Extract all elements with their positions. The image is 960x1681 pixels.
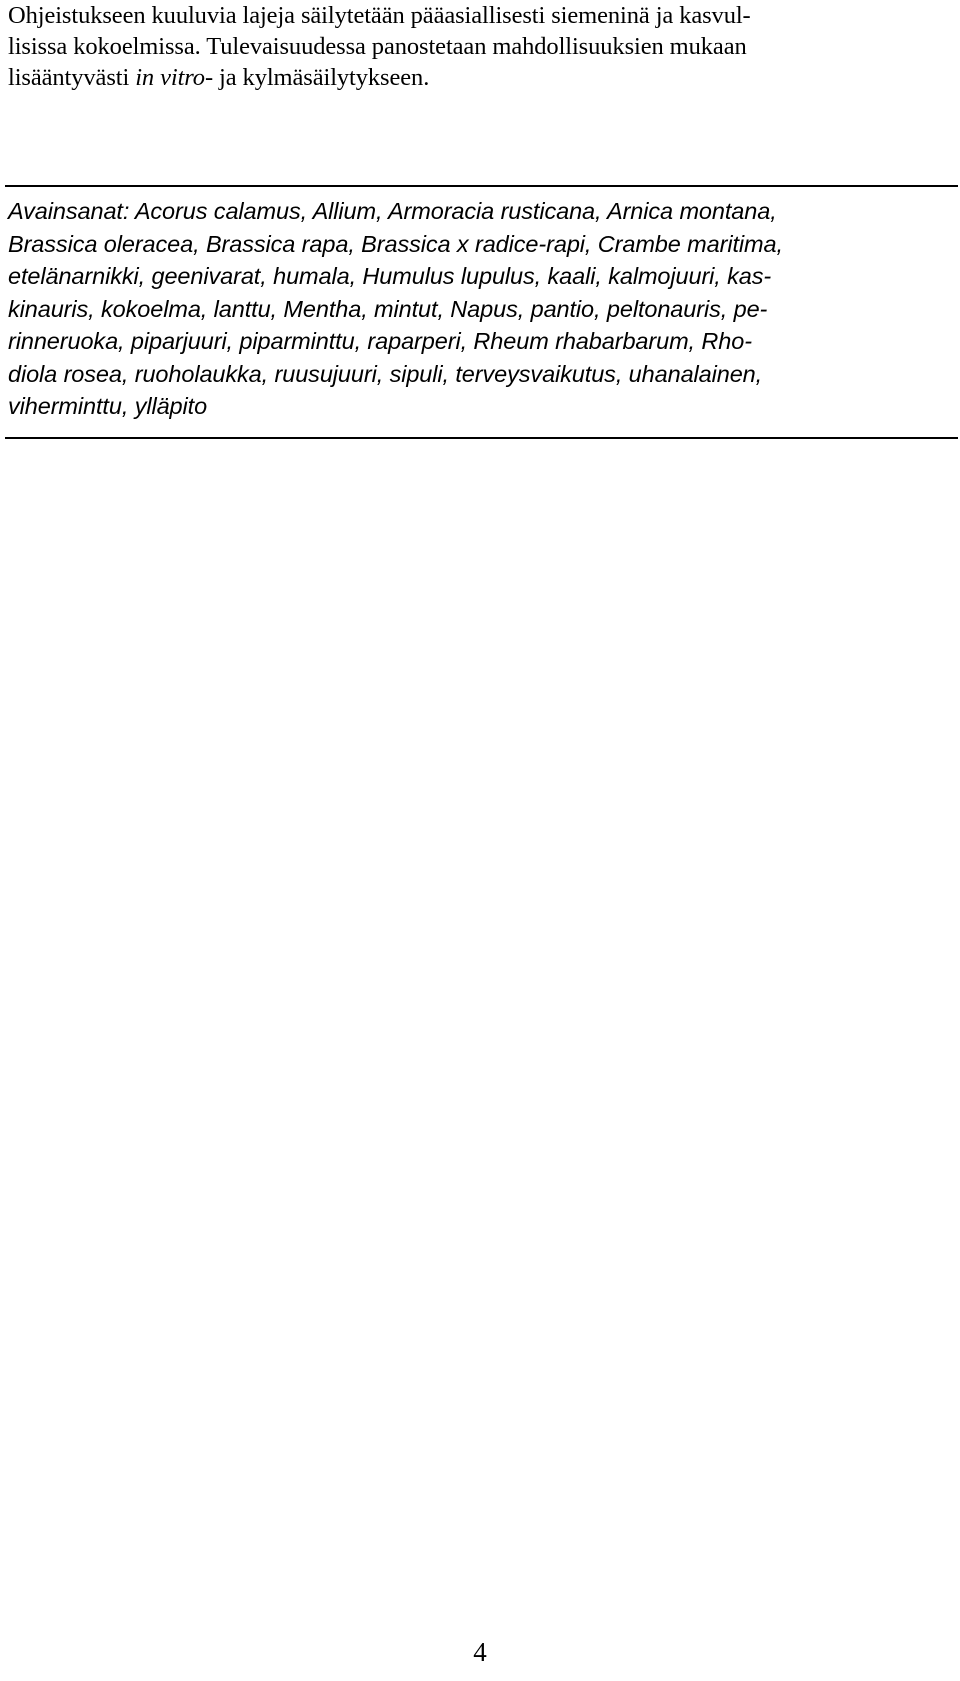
intro-line-3-end: - ja kylmäsäilytykseen. [204, 64, 430, 91]
keywords-top-divider [5, 185, 958, 187]
keywords-line: diola rosea, ruoholaukka, ruusujuuri, sipuli, terveysvaikutus, uhanalainen, [8, 360, 763, 387]
intro-line-3-text: lisääntyvästi [8, 64, 136, 91]
keywords-line: etelänarnikki, geenivarat, humala, Humulus lupulus, kaali, kalmojuuri, kas- [8, 263, 772, 289]
intro-line-1: Ohjeistukseen kuuluvia lajeja säilytetään pääasiallisesti siemeninä ja kasvul- [8, 2, 751, 29]
intro-paragraph [8, 0, 958, 93]
keywords-line: Brassica oleracea, Brassica rapa, Brassica x radice-rapi, Crambe maritima, [8, 230, 783, 257]
keywords-line: rinneruoka, piparjuuri, piparminttu, raparperi, Rheum rhabarbarum, Rho- [8, 328, 752, 354]
in-vitro-term: in vitro [135, 64, 205, 91]
keywords-block [8, 195, 958, 423]
keywords-bottom-divider [5, 437, 958, 439]
keywords-line: kinauris, kokoelma, lanttu, Mentha, mintut, Napus, pantio, peltonauris, pe- [8, 295, 768, 322]
page-number: 4 [473, 1637, 487, 1667]
keywords-line: viherminttu, ylläpito [8, 393, 208, 419]
intro-line-3 [8, 62, 958, 93]
keywords-line: Avainsanat: Acorus calamus, Allium, Armoracia rusticana, Arnica montana, [8, 198, 777, 224]
intro-line-2: lisissa kokoelmissa. Tulevaisuudessa panostetaan mahdollisuuksien mukaan [8, 33, 747, 60]
